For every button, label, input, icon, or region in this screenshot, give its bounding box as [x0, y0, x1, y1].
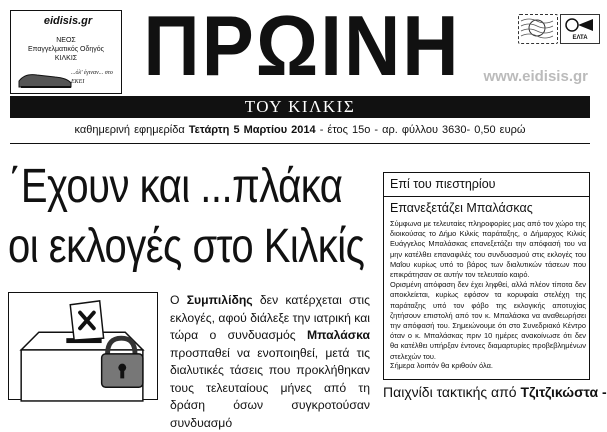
- shoe-icon: [15, 67, 75, 91]
- website-url[interactable]: www.eidisis.gr: [483, 68, 588, 85]
- teaser-bold: Τζιτζικώστα -: [520, 384, 607, 400]
- ad-line-2: Επαγγελματικός Οδηγός: [27, 46, 105, 53]
- postage-stamp-icon: [518, 14, 558, 44]
- dateline-issue-info: - έτος 15ο - αρ. φύλλου 3630- 0,50 ευρώ: [315, 124, 526, 136]
- divider: [384, 196, 589, 197]
- ad-handwritten-text: ...όλ' έγιναν... στο ΕΚΕΙ: [71, 70, 113, 85]
- headline-line-1: ΄Εχουν και ...πλάκα: [8, 160, 343, 213]
- headline-line-2: οι εκλογές στο Κιλκίς: [8, 220, 365, 273]
- stop-press-body: [390, 219, 586, 362]
- lead-text-1: δεν κατέρχεται στις εκλογές, αφού διάλεξε την ιατρική και τώρα ο συνδυασμός: [170, 293, 370, 342]
- divider: [10, 143, 590, 144]
- dateline-kind: καθημερινή εφημερίδα: [74, 124, 185, 136]
- newspaper-title: ΠΡΩΙΝΗ: [143, 0, 461, 94]
- stop-press-paragraph: Σύμφωνα με τελευταίες πληροφορίες μας από τον χώρο της διοικούσας το Δήμο Κιλκίς παράταξης, ο Δήμαρχος Κιλκίς Ευάγγελος Μπαλάσκας επανεξετάζει την απόφασή του να μην κατέλθει επαναφιλές του συνδυασμού στις εκλογές του Μαΐου κυρίως υπό το βάρος των διαλυτικών τάσεων που επικράτησαν σε αυτήν τον τελευταίο καιρό.: [390, 219, 586, 280]
- ad-line-3: ΚΙΛΚΙΣ: [54, 55, 78, 62]
- stop-press-paragraph: Ορισμένη απόφαση δεν έχει ληφθεί, αλλά πλέον τίποτα δεν αποκλείεται, κυρίως εφόσον τα κορυφαία στελέχη της παράταξης υπό τον φόβο της εκλογικής αποτυχίας ζητήσουν επιστολή από τον κ. Μπαλάσκα να αναθεωρήσει την απόφασή του. Σημειώνουμε ότι στο Συνεδριακό Κέντρο όταν ο κ. Μπαλάσκας πριν 10 ημέρες ανακοίνωσε ότι δεν θα κατέλθει υπήρξαν έντονες διαμαρτυρίες προβεβλημένων στελεχών του.: [390, 280, 586, 361]
- elta-postal-logo: ΕΛΤΑ: [560, 14, 600, 44]
- stop-press-box: [383, 172, 590, 380]
- stop-press-heading: Επί του πιεστηρίου: [390, 177, 496, 191]
- stop-press-closing: Σήμερα λοιπόν θα κριθούν όλα.: [390, 361, 493, 370]
- subtitle-bar: [10, 96, 590, 118]
- advertisement-box[interactable]: [10, 10, 122, 94]
- teaser-text: Παιχνίδι τακτικής από: [383, 384, 521, 400]
- lead-name-1: Συμπιλίδης: [186, 293, 253, 307]
- stop-press-subheading: Επανεξετάζει Μπαλάσκας: [390, 201, 533, 215]
- lead-name-2: Μπαλάσκα: [307, 328, 370, 342]
- dateline: [10, 124, 590, 136]
- article-lead: Ο Συμπιλίδης δεν κατέρχεται στις εκλογές, αφού διάλεξε την ιατρική και τώρα ο συνδυασμός Μπαλάσκα προσπαθεί να ενοποιηθεί, μετά τις διαλυτικές τάσεις που προκλήθηκαν τους τελευταίους μήνες από τη δράση όσων συγκροτούσαν συνδυασμό: [170, 293, 370, 430]
- ad-line-1: ΝΕΟΣ: [56, 37, 76, 44]
- teaser-headline: [383, 384, 607, 400]
- newspaper-subtitle: ΤΟΥ ΚΙΛΚΙΣ: [244, 97, 356, 116]
- lead-text-2: προσπαθεί να ενοποιηθεί, μετά τις διαλυτικές τάσεις που προκλήθηκαν τους τελευταίους μήνες από τη δράση όσων συγκροτούσαν συνδυασμό: [170, 345, 370, 430]
- dateline-date: Τετάρτη 5 Μαρτίου 2014: [188, 124, 316, 136]
- ballot-box-padlock-illustration: [8, 292, 158, 400]
- ad-url: eidisis.gr: [43, 15, 93, 27]
